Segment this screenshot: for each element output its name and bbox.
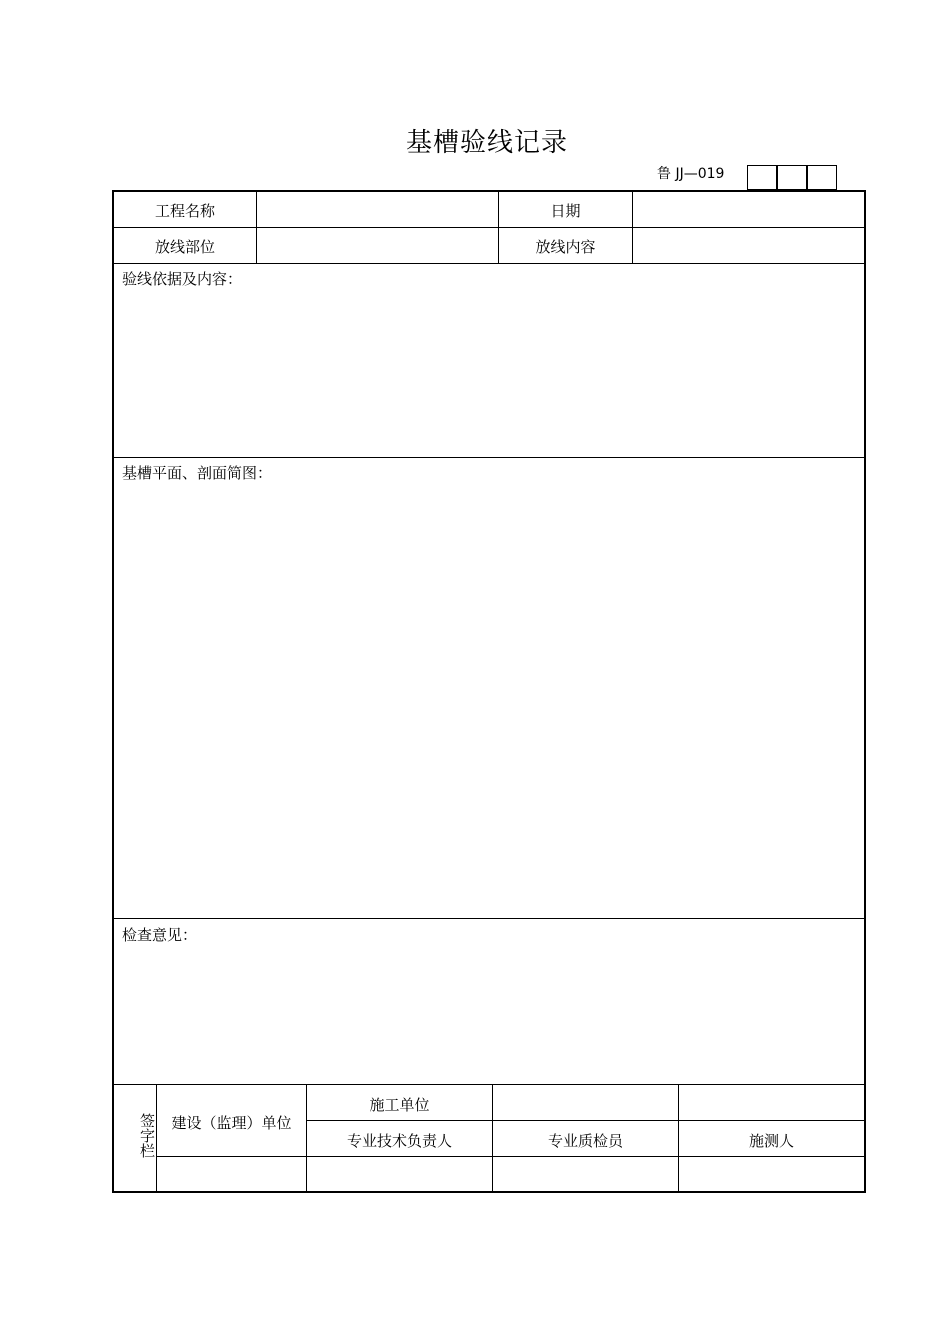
divider bbox=[112, 227, 866, 228]
project-name-label: 工程名称 bbox=[154, 202, 215, 220]
tech-lead-label: 专业技术负责人 bbox=[346, 1132, 452, 1150]
table-border-bottom bbox=[112, 1191, 866, 1193]
divider bbox=[306, 1120, 865, 1121]
divider bbox=[112, 457, 866, 458]
serial-box-1[interactable] bbox=[747, 165, 777, 190]
divider bbox=[156, 1084, 157, 1192]
contractor-label: 施工单位 bbox=[369, 1096, 430, 1114]
opinion-label: 检查意见： bbox=[122, 926, 198, 944]
surveyor-signature-field[interactable] bbox=[680, 1158, 863, 1190]
divider bbox=[112, 263, 866, 264]
basis-label: 验线依据及内容： bbox=[122, 270, 243, 288]
qc-label: 专业质检员 bbox=[547, 1132, 623, 1150]
contractor-name-field[interactable] bbox=[494, 1086, 677, 1119]
form-code: 鲁 JJ—019 bbox=[657, 166, 725, 182]
table-border-right bbox=[864, 190, 866, 1193]
divider bbox=[156, 1156, 865, 1157]
qc-signature-field[interactable] bbox=[494, 1158, 677, 1190]
contractor-extra-field[interactable] bbox=[680, 1086, 863, 1119]
plan-area[interactable] bbox=[114, 484, 864, 917]
divider bbox=[256, 190, 257, 264]
basis-area[interactable] bbox=[114, 290, 864, 456]
plan-label: 基槽平面、剖面简图： bbox=[122, 464, 273, 482]
serial-box-3[interactable] bbox=[807, 165, 837, 190]
owner-signature-field[interactable] bbox=[158, 1158, 305, 1190]
divider bbox=[112, 918, 866, 919]
signature-column-label bbox=[114, 1113, 156, 1158]
content-label: 放线内容 bbox=[535, 238, 596, 256]
position-label: 放线部位 bbox=[154, 238, 215, 256]
opinion-area[interactable] bbox=[114, 946, 864, 1083]
serial-box-2[interactable] bbox=[777, 165, 807, 190]
date-label: 日期 bbox=[550, 202, 581, 220]
divider bbox=[632, 190, 633, 264]
page-title: 基槽验线记录 bbox=[405, 128, 568, 158]
table-border-top bbox=[112, 190, 866, 192]
owner-label: 建设（监理）单位 bbox=[171, 1114, 292, 1132]
tech-lead-signature-field[interactable] bbox=[308, 1158, 491, 1190]
signature-column-text: 签字栏 bbox=[138, 1113, 156, 1158]
divider bbox=[112, 1084, 866, 1085]
surveyor-label: 施测人 bbox=[748, 1132, 794, 1150]
